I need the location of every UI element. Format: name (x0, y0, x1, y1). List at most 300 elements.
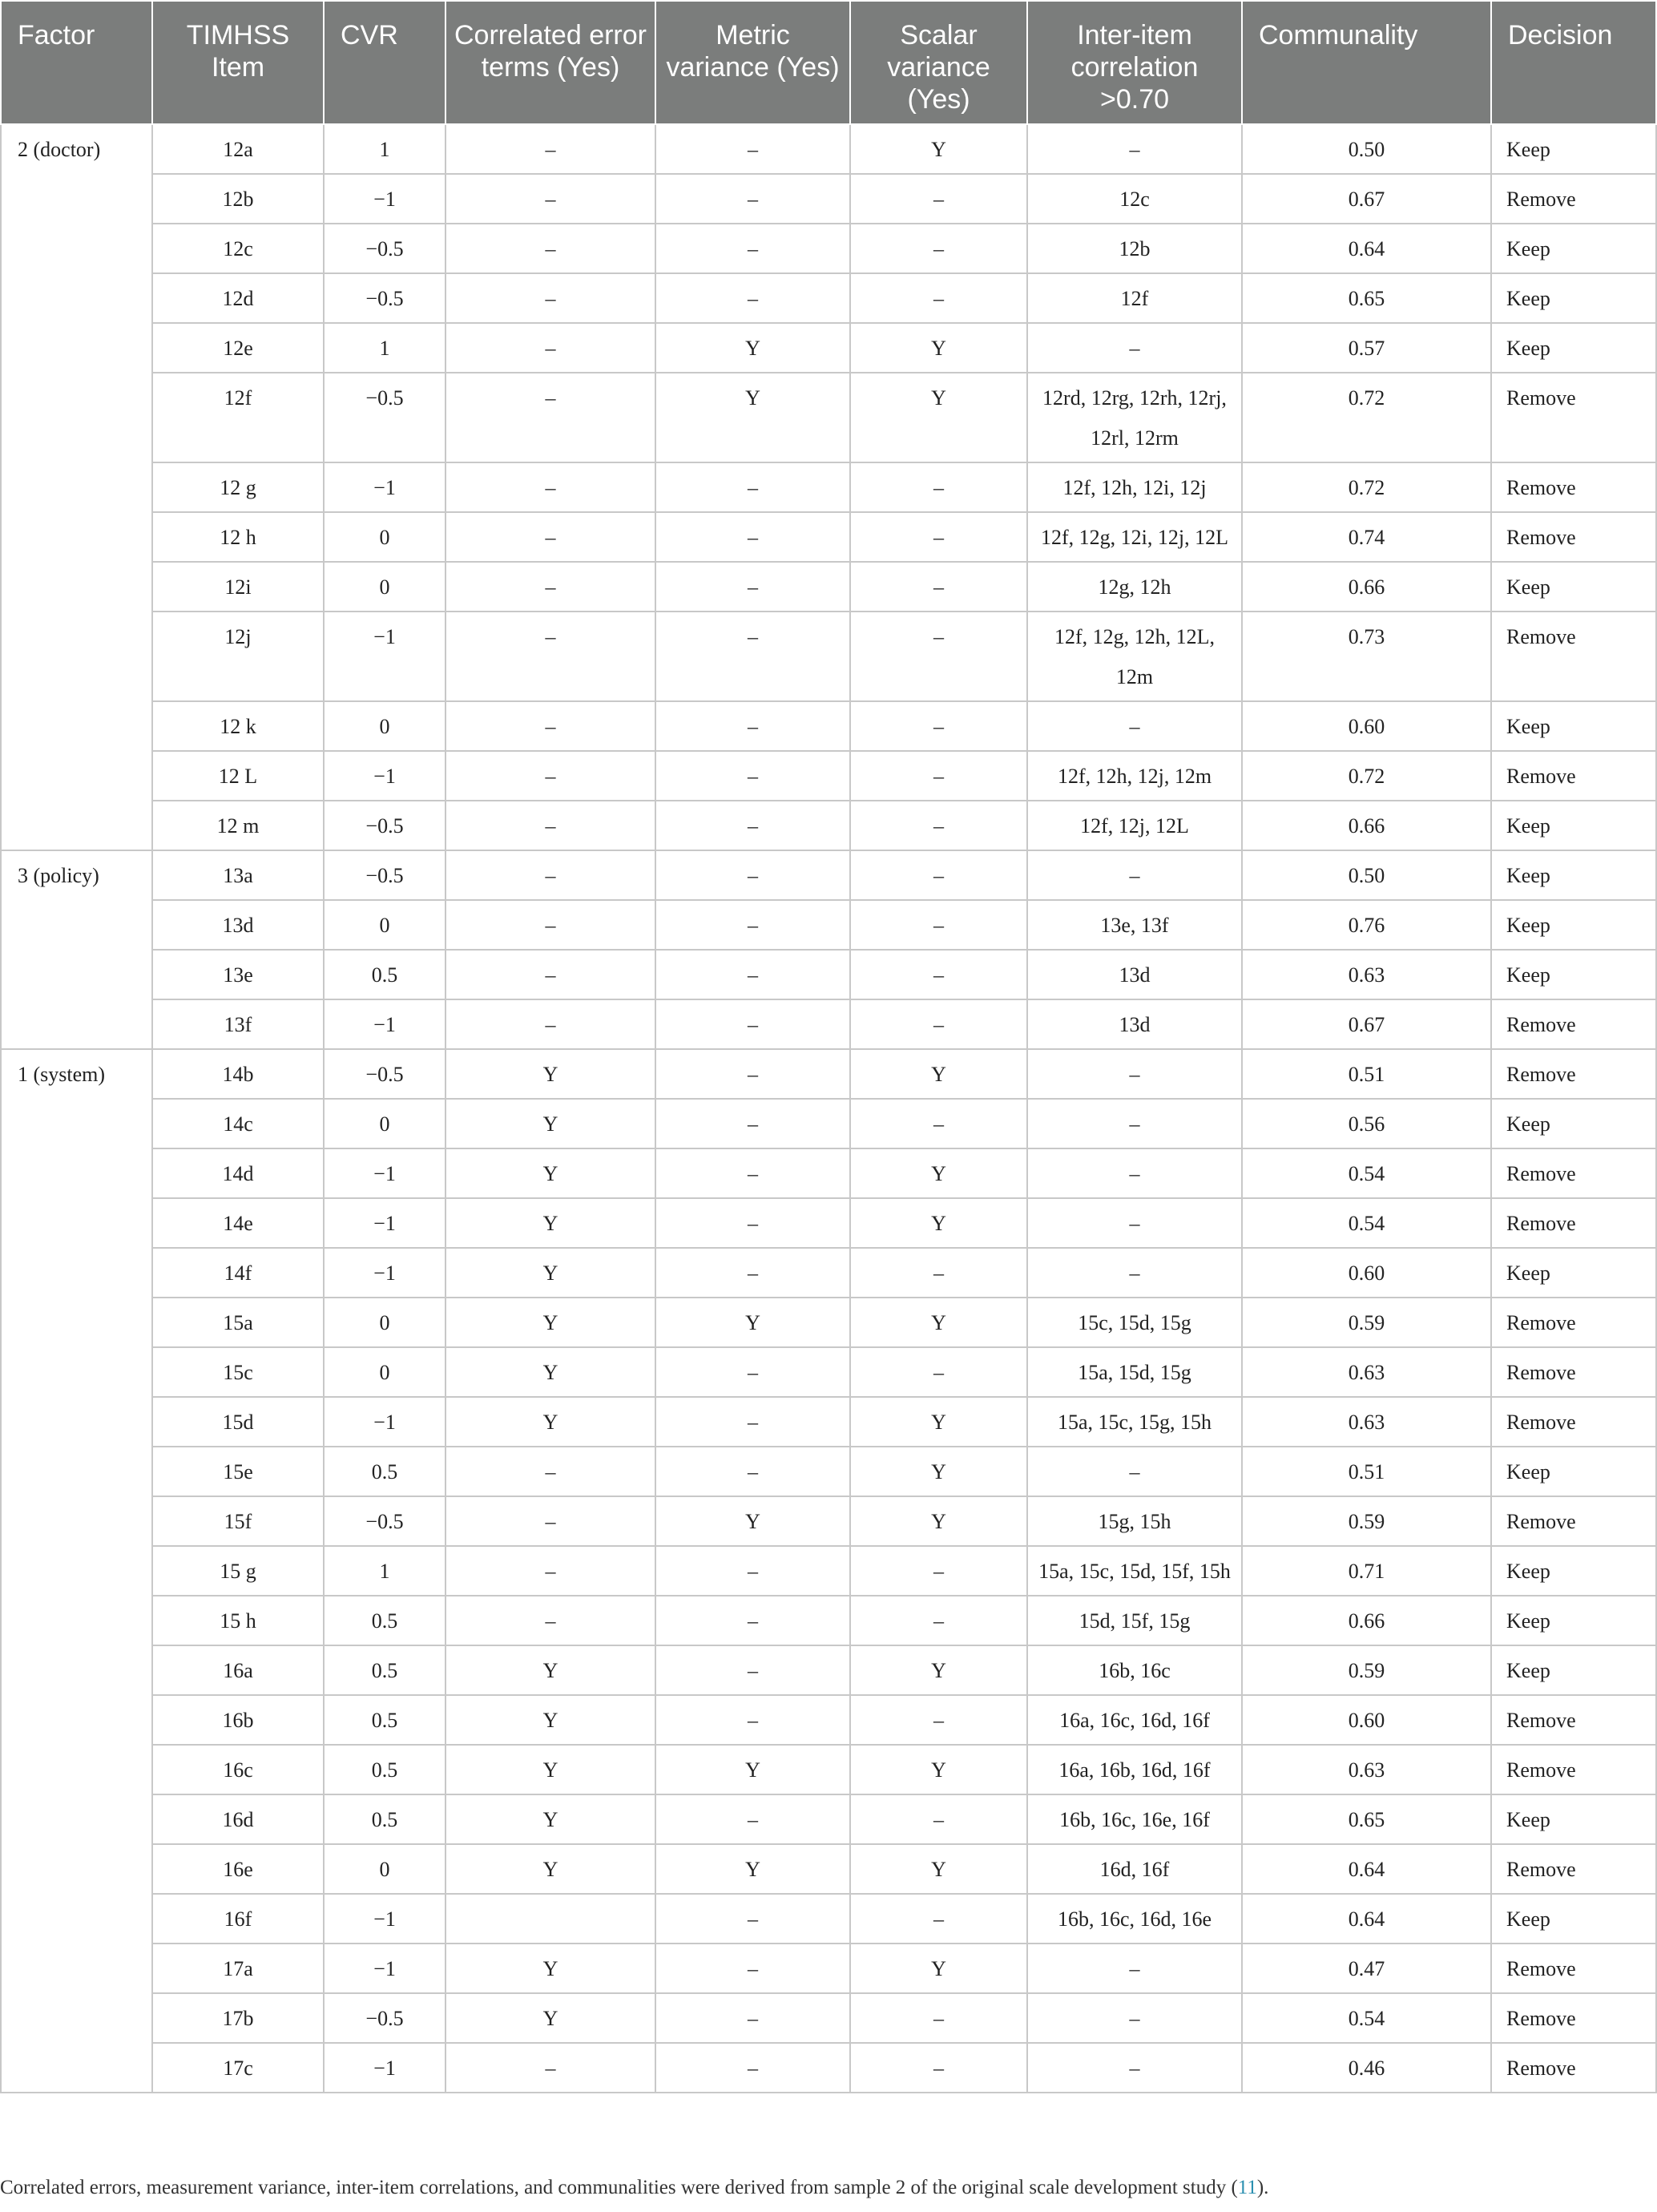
table-row (1, 224, 1656, 273)
cvr-cell: −1 (324, 2043, 445, 2093)
table-row (1, 850, 1656, 900)
item-cell: 13d (152, 900, 324, 950)
decision-cell: Remove (1491, 2043, 1656, 2093)
scalar-variance-cell: Y (850, 1496, 1027, 1546)
communality-cell: 0.66 (1242, 562, 1491, 612)
metric-variance-cell: – (655, 1596, 850, 1645)
table-row (1, 1198, 1656, 1248)
cvr-cell: −0.5 (324, 224, 445, 273)
cvr-cell: 0 (324, 1099, 445, 1148)
factor-cell: 3 (policy) (1, 850, 152, 1049)
metric-variance-cell: Y (655, 373, 850, 462)
inter-item-cell: – (1027, 124, 1242, 174)
decision-cell: Remove (1491, 1944, 1656, 1993)
table-header (1, 1, 1656, 124)
correlated-error-cell: – (445, 1496, 655, 1546)
header-factor: Factor (1, 1, 152, 124)
item-cell: 16f (152, 1894, 324, 1944)
scalar-variance-cell: Y (850, 1049, 1027, 1099)
metric-variance-cell: – (655, 999, 850, 1049)
communality-cell: 0.65 (1242, 273, 1491, 323)
correlated-error-cell: – (445, 512, 655, 562)
cvr-cell: 0 (324, 1347, 445, 1397)
inter-item-cell: – (1027, 701, 1242, 751)
communality-cell: 0.63 (1242, 1347, 1491, 1397)
communality-cell: 0.50 (1242, 850, 1491, 900)
correlated-error-cell: Y (445, 1397, 655, 1447)
inter-item-cell: – (1027, 1198, 1242, 1248)
table-row (1, 462, 1656, 512)
item-cell: 12i (152, 562, 324, 612)
table-row (1, 174, 1656, 224)
inter-item-cell: 13d (1027, 950, 1242, 999)
correlated-error-cell: Y (445, 1645, 655, 1695)
communality-cell: 0.64 (1242, 1894, 1491, 1944)
communality-cell: 0.56 (1242, 1099, 1491, 1148)
item-cell: 15e (152, 1447, 324, 1496)
item-cell: 12d (152, 273, 324, 323)
metric-variance-cell: – (655, 1645, 850, 1695)
table-row (1, 373, 1656, 462)
metric-variance-cell: – (655, 562, 850, 612)
item-cell: 13a (152, 850, 324, 900)
item-cell: 12j (152, 612, 324, 701)
decision-cell: Remove (1491, 1745, 1656, 1794)
communality-cell: 0.67 (1242, 174, 1491, 224)
correlated-error-cell: Y (445, 1049, 655, 1099)
scalar-variance-cell: Y (850, 1397, 1027, 1447)
cvr-cell: −1 (324, 1397, 445, 1447)
inter-item-cell: 15d, 15f, 15g (1027, 1596, 1242, 1645)
metric-variance-cell: – (655, 512, 850, 562)
scalar-variance-cell: – (850, 801, 1027, 850)
decision-cell: Keep (1491, 950, 1656, 999)
cvr-cell: 0 (324, 701, 445, 751)
inter-item-cell: 12f, 12g, 12i, 12j, 12L (1027, 512, 1242, 562)
scalar-variance-cell: – (850, 701, 1027, 751)
decision-cell: Keep (1491, 1546, 1656, 1596)
inter-item-cell: 12f, 12j, 12L (1027, 801, 1242, 850)
inter-item-cell: 12f, 12g, 12h, 12L, 12m (1027, 612, 1242, 701)
scalar-variance-cell: Y (850, 323, 1027, 373)
item-cell: 17a (152, 1944, 324, 1993)
correlated-error-cell: Y (445, 1993, 655, 2043)
header-communality: Communality (1242, 1, 1491, 124)
metric-variance-cell: – (655, 1447, 850, 1496)
inter-item-cell: – (1027, 850, 1242, 900)
scalar-variance-cell: – (850, 900, 1027, 950)
table-row (1, 2043, 1656, 2093)
cvr-cell: −0.5 (324, 273, 445, 323)
footnote-text: Correlated errors, measurement variance, inter-item correlations, and communalities were derived from sample 2 of the original scale development study ( (0, 2177, 1238, 2198)
communality-cell: 0.57 (1242, 323, 1491, 373)
item-cell: 15f (152, 1496, 324, 1546)
decision-cell: Remove (1491, 751, 1656, 801)
inter-item-cell: 12f, 12h, 12i, 12j (1027, 462, 1242, 512)
scalar-variance-cell: – (850, 1695, 1027, 1745)
inter-item-cell: 15a, 15d, 15g (1027, 1347, 1242, 1397)
decision-cell: Remove (1491, 1347, 1656, 1397)
decision-cell: Keep (1491, 224, 1656, 273)
correlated-error-cell: – (445, 562, 655, 612)
scalar-variance-cell: – (850, 512, 1027, 562)
inter-item-cell: – (1027, 1944, 1242, 1993)
communality-cell: 0.67 (1242, 999, 1491, 1049)
cvr-cell: −1 (324, 1944, 445, 1993)
cvr-cell: 0 (324, 900, 445, 950)
inter-item-cell: 15a, 15c, 15g, 15h (1027, 1397, 1242, 1447)
correlated-error-cell: Y (445, 1794, 655, 1844)
metric-variance-cell: – (655, 2043, 850, 2093)
metric-variance-cell: – (655, 1397, 850, 1447)
inter-item-cell: 16d, 16f (1027, 1844, 1242, 1894)
communality-cell: 0.60 (1242, 1695, 1491, 1745)
communality-cell: 0.64 (1242, 1844, 1491, 1894)
header-item: TIMHSS Item (152, 1, 324, 124)
metric-variance-cell: – (655, 1695, 850, 1745)
item-cell: 14b (152, 1049, 324, 1099)
item-cell: 15 h (152, 1596, 324, 1645)
cvr-cell: −0.5 (324, 1993, 445, 2043)
metric-variance-cell: – (655, 224, 850, 273)
table-body (1, 124, 1656, 2093)
inter-item-cell: 13d (1027, 999, 1242, 1049)
item-cell: 16d (152, 1794, 324, 1844)
decision-cell: Keep (1491, 273, 1656, 323)
inter-item-cell: 16b, 16c, 16d, 16e (1027, 1894, 1242, 1944)
footnote-reference-link[interactable]: 11 (1237, 2177, 1257, 2198)
header-inter-item: Inter-item correlation >0.70 (1027, 1, 1242, 124)
communality-cell: 0.59 (1242, 1496, 1491, 1546)
inter-item-cell: 16b, 16c (1027, 1645, 1242, 1695)
metric-variance-cell: – (655, 1546, 850, 1596)
scalar-variance-cell: – (850, 612, 1027, 701)
correlated-error-cell: – (445, 1447, 655, 1496)
inter-item-cell: – (1027, 1248, 1242, 1298)
header-cvr: CVR (324, 1, 445, 124)
communality-cell: 0.76 (1242, 900, 1491, 950)
cvr-cell: −0.5 (324, 373, 445, 462)
metric-variance-cell: Y (655, 1298, 850, 1347)
cvr-cell: 0.5 (324, 1794, 445, 1844)
scalar-variance-cell: Y (850, 1844, 1027, 1894)
scalar-variance-cell: – (850, 224, 1027, 273)
decision-cell: Remove (1491, 512, 1656, 562)
header-correlated-error: Correlated error terms (Yes) (445, 1, 655, 124)
table-row (1, 1099, 1656, 1148)
correlated-error-cell: Y (445, 1298, 655, 1347)
communality-cell: 0.63 (1242, 950, 1491, 999)
scalar-variance-cell: Y (850, 1645, 1027, 1695)
scalar-variance-cell: – (850, 1099, 1027, 1148)
cvr-cell: −0.5 (324, 1496, 445, 1546)
table-row (1, 1844, 1656, 1894)
inter-item-cell: 16a, 16b, 16d, 16f (1027, 1745, 1242, 1794)
item-cell: 16a (152, 1645, 324, 1695)
table-row (1, 1745, 1656, 1794)
decision-cell: Keep (1491, 850, 1656, 900)
scalar-variance-cell: Y (850, 1198, 1027, 1248)
correlated-error-cell: – (445, 801, 655, 850)
scalar-variance-cell: Y (850, 1944, 1027, 1993)
cvr-cell: 0 (324, 1298, 445, 1347)
decision-cell: Keep (1491, 562, 1656, 612)
header-scalar-variance: Scalar variance (Yes) (850, 1, 1027, 124)
scalar-variance-cell: Y (850, 1298, 1027, 1347)
table-row (1, 801, 1656, 850)
table-row (1, 1596, 1656, 1645)
communality-cell: 0.54 (1242, 1198, 1491, 1248)
decision-cell: Keep (1491, 1099, 1656, 1148)
item-cell: 14e (152, 1198, 324, 1248)
correlated-error-cell: Y (445, 1695, 655, 1745)
metric-variance-cell: – (655, 900, 850, 950)
table-row (1, 999, 1656, 1049)
item-cell: 12 m (152, 801, 324, 850)
cvr-cell: 0.5 (324, 950, 445, 999)
decision-cell: Remove (1491, 1148, 1656, 1198)
correlated-error-cell: Y (445, 1944, 655, 1993)
item-cell: 12 k (152, 701, 324, 751)
inter-item-cell: – (1027, 323, 1242, 373)
item-cell: 16e (152, 1844, 324, 1894)
table-row (1, 1397, 1656, 1447)
metric-variance-cell: – (655, 1347, 850, 1397)
correlated-error-cell: Y (445, 1198, 655, 1248)
decision-cell: Keep (1491, 1645, 1656, 1695)
item-cell: 12c (152, 224, 324, 273)
scalar-variance-cell: – (850, 999, 1027, 1049)
scalar-variance-cell: – (850, 2043, 1027, 2093)
item-cell: 17c (152, 2043, 324, 2093)
inter-item-cell: 16b, 16c, 16e, 16f (1027, 1794, 1242, 1844)
scalar-variance-cell: – (850, 751, 1027, 801)
correlated-error-cell: Y (445, 1099, 655, 1148)
footnote-tail: ). (1256, 2177, 1269, 2198)
communality-cell: 0.60 (1242, 1248, 1491, 1298)
decision-cell: Remove (1491, 612, 1656, 701)
decision-cell: Keep (1491, 801, 1656, 850)
factor-cell: 2 (doctor) (1, 124, 152, 850)
inter-item-cell: – (1027, 2043, 1242, 2093)
correlated-error-cell: Y (445, 1844, 655, 1894)
communality-cell: 0.51 (1242, 1049, 1491, 1099)
scalar-variance-cell: Y (850, 1148, 1027, 1198)
item-cell: 14c (152, 1099, 324, 1148)
decision-cell: Remove (1491, 174, 1656, 224)
decision-cell: Remove (1491, 1198, 1656, 1248)
scalar-variance-cell: Y (850, 1447, 1027, 1496)
table-row (1, 701, 1656, 751)
decision-cell: Keep (1491, 1248, 1656, 1298)
communality-cell: 0.50 (1242, 124, 1491, 174)
communality-cell: 0.66 (1242, 801, 1491, 850)
scalar-variance-cell: – (850, 1248, 1027, 1298)
metric-variance-cell: – (655, 1794, 850, 1844)
cvr-cell: 0 (324, 562, 445, 612)
scalar-variance-cell: – (850, 1546, 1027, 1596)
scalar-variance-cell: Y (850, 1745, 1027, 1794)
correlated-error-cell: – (445, 999, 655, 1049)
correlated-error-cell: – (445, 900, 655, 950)
item-cell: 15c (152, 1347, 324, 1397)
scalar-variance-cell: – (850, 1596, 1027, 1645)
inter-item-cell: – (1027, 1148, 1242, 1198)
decision-cell: Keep (1491, 1447, 1656, 1496)
table-row (1, 1049, 1656, 1099)
cvr-cell: 0.5 (324, 1596, 445, 1645)
item-cell: 17b (152, 1993, 324, 2043)
cvr-cell: −1 (324, 999, 445, 1049)
cvr-cell: −1 (324, 1198, 445, 1248)
metric-variance-cell: – (655, 124, 850, 174)
scalar-variance-cell: – (850, 1894, 1027, 1944)
footnote (0, 2177, 1268, 2199)
metric-variance-cell: Y (655, 1844, 850, 1894)
correlated-error-cell: – (445, 701, 655, 751)
metric-variance-cell: – (655, 1049, 850, 1099)
factor-cell: 1 (system) (1, 1049, 152, 2093)
correlated-error-cell: – (445, 612, 655, 701)
metric-variance-cell: – (655, 273, 850, 323)
item-cell: 16c (152, 1745, 324, 1794)
scalar-variance-cell: – (850, 462, 1027, 512)
decision-cell: Remove (1491, 1844, 1656, 1894)
metric-variance-cell: – (655, 801, 850, 850)
item-cell: 14f (152, 1248, 324, 1298)
item-cell: 12 h (152, 512, 324, 562)
cvr-cell: 0 (324, 512, 445, 562)
decision-cell: Keep (1491, 323, 1656, 373)
table-row (1, 751, 1656, 801)
inter-item-cell: 16a, 16c, 16d, 16f (1027, 1695, 1242, 1745)
metric-variance-cell: – (655, 1993, 850, 2043)
scalar-variance-cell: – (850, 950, 1027, 999)
decision-cell: Remove (1491, 1695, 1656, 1745)
header-metric-variance: Metric variance (Yes) (655, 1, 850, 124)
scalar-variance-cell: – (850, 1993, 1027, 2043)
table-row (1, 1944, 1656, 1993)
metric-variance-cell: – (655, 1248, 850, 1298)
correlated-error-cell: Y (445, 1248, 655, 1298)
scalar-variance-cell: – (850, 1794, 1027, 1844)
decision-cell: Remove (1491, 373, 1656, 462)
correlated-error-cell: – (445, 373, 655, 462)
table-row (1, 124, 1656, 174)
table-row (1, 562, 1656, 612)
communality-cell: 0.65 (1242, 1794, 1491, 1844)
decision-cell: Keep (1491, 1794, 1656, 1844)
table-row (1, 273, 1656, 323)
inter-item-cell: 12f, 12h, 12j, 12m (1027, 751, 1242, 801)
communality-cell: 0.60 (1242, 701, 1491, 751)
inter-item-cell: 12c (1027, 174, 1242, 224)
cvr-cell: 1 (324, 323, 445, 373)
table-row (1, 900, 1656, 950)
table-row (1, 1447, 1656, 1496)
decision-cell: Remove (1491, 1397, 1656, 1447)
decision-cell: Keep (1491, 124, 1656, 174)
cvr-cell: 0.5 (324, 1695, 445, 1745)
decision-cell: Keep (1491, 701, 1656, 751)
communality-cell: 0.54 (1242, 1148, 1491, 1198)
inter-item-cell: 12f (1027, 273, 1242, 323)
decision-cell: Remove (1491, 1298, 1656, 1347)
communality-cell: 0.72 (1242, 751, 1491, 801)
inter-item-cell: 13e, 13f (1027, 900, 1242, 950)
correlated-error-cell: – (445, 224, 655, 273)
scalar-variance-cell: – (850, 273, 1027, 323)
table-row (1, 1347, 1656, 1397)
decision-cell: Remove (1491, 1993, 1656, 2043)
cvr-cell: 1 (324, 1546, 445, 1596)
metric-variance-cell: – (655, 1198, 850, 1248)
cvr-cell: −1 (324, 1894, 445, 1944)
table-row (1, 1993, 1656, 2043)
scalar-variance-cell: – (850, 174, 1027, 224)
item-cell: 16b (152, 1695, 324, 1745)
inter-item-cell: 12rd, 12rg, 12rh, 12rj, 12rl, 12rm (1027, 373, 1242, 462)
correlated-error-cell: – (445, 1596, 655, 1645)
communality-cell: 0.72 (1242, 462, 1491, 512)
correlated-error-cell: – (445, 1546, 655, 1596)
table-row (1, 512, 1656, 562)
metric-variance-cell: – (655, 850, 850, 900)
correlated-error-cell: – (445, 2043, 655, 2093)
metric-variance-cell: Y (655, 323, 850, 373)
cvr-cell: 0.5 (324, 1745, 445, 1794)
communality-cell: 0.59 (1242, 1298, 1491, 1347)
table-row (1, 950, 1656, 999)
decision-cell: Keep (1491, 900, 1656, 950)
scalar-variance-cell: – (850, 850, 1027, 900)
table-row (1, 1248, 1656, 1298)
metric-variance-cell: – (655, 612, 850, 701)
table-row (1, 1546, 1656, 1596)
metric-variance-cell: – (655, 1894, 850, 1944)
metric-variance-cell: – (655, 1099, 850, 1148)
item-cell: 12e (152, 323, 324, 373)
item-cell: 12 L (152, 751, 324, 801)
correlated-error-cell: – (445, 751, 655, 801)
communality-cell: 0.63 (1242, 1745, 1491, 1794)
scalar-variance-cell: Y (850, 124, 1027, 174)
cvr-cell: −1 (324, 612, 445, 701)
item-cell: 15a (152, 1298, 324, 1347)
correlated-error-cell: – (445, 462, 655, 512)
metric-variance-cell: Y (655, 1496, 850, 1546)
metric-variance-cell: – (655, 751, 850, 801)
table-row (1, 1496, 1656, 1546)
cvr-cell: −0.5 (324, 801, 445, 850)
scalar-variance-cell: – (850, 562, 1027, 612)
cvr-cell: 0.5 (324, 1645, 445, 1695)
table-row (1, 1894, 1656, 1944)
inter-item-cell: – (1027, 1099, 1242, 1148)
cvr-cell: 0 (324, 1844, 445, 1894)
metric-variance-cell: – (655, 462, 850, 512)
metric-variance-cell: – (655, 1944, 850, 1993)
table-row (1, 1645, 1656, 1695)
communality-cell: 0.64 (1242, 224, 1491, 273)
scalar-variance-cell: Y (850, 373, 1027, 462)
cvr-cell: −0.5 (324, 1049, 445, 1099)
table-row (1, 1298, 1656, 1347)
cvr-cell: 1 (324, 124, 445, 174)
correlated-error-cell (445, 1894, 655, 1944)
cvr-cell: −1 (324, 462, 445, 512)
cvr-cell: −1 (324, 751, 445, 801)
